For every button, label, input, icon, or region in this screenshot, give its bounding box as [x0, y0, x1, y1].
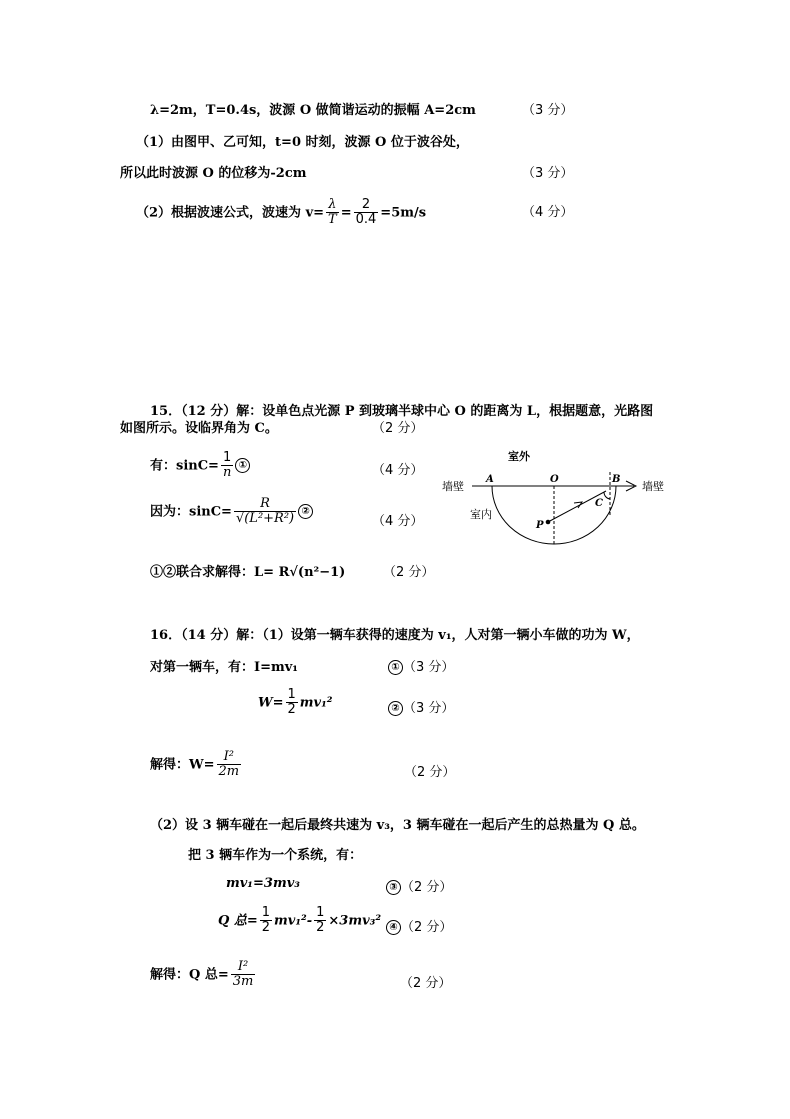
q16-result1	[150, 750, 243, 780]
eq-suffix: mv₁²	[299, 695, 333, 711]
fraction-r-over-root	[234, 497, 296, 527]
line-wave-speed	[136, 198, 426, 228]
q16-eq3: mv₁=3mv₃	[226, 876, 300, 891]
q16-result2	[150, 960, 257, 990]
q16-eq1: 对第一辆车，有：I=mv₁	[150, 660, 298, 675]
score-label: （2 分）	[372, 421, 424, 436]
equation-number-2: ②	[298, 504, 313, 519]
score-label: （2 分）	[400, 976, 452, 991]
label-b: B	[612, 474, 621, 485]
fraction-numerator: 2	[361, 197, 371, 212]
q16-eq2	[258, 688, 332, 718]
q15-eq3	[150, 561, 345, 580]
score-label: （2 分）	[383, 565, 435, 580]
fraction-numerator: R	[260, 496, 270, 511]
q16-system: 把 3 辆车作为一个系统，有：	[188, 848, 363, 863]
fraction-denominator: n	[222, 465, 232, 481]
fraction-numerator: I²	[223, 749, 234, 764]
label-o: O	[550, 474, 559, 485]
fraction-numerator: I²	[237, 959, 249, 974]
fraction-numerator: λ	[328, 197, 337, 212]
fraction-denominator: 0.4	[355, 212, 377, 228]
eq-prefix: 解得：Q 总=	[150, 967, 229, 983]
label-c: C	[595, 498, 603, 509]
fraction-numerator: 1	[261, 905, 271, 920]
score-label: （2 分）	[401, 880, 453, 895]
fraction-denominator: 2	[287, 702, 296, 718]
fraction-numerator: 1	[316, 905, 325, 920]
fraction-one-half	[314, 906, 326, 936]
fraction-two-over-point-four	[354, 198, 379, 228]
score-label: （2 分）	[404, 765, 456, 780]
score-label: （4 分）	[372, 514, 424, 529]
equation-number-2: ②	[388, 701, 403, 716]
score-label: （3 分）	[522, 166, 574, 181]
line-displacement: 所以此时波源 O 的位移为-2cm	[120, 166, 307, 181]
eq-result: 联合求解得：L= R√(n²−1)	[176, 565, 346, 580]
fraction-i2-over-2m	[217, 750, 242, 780]
label-inside: 室内	[470, 508, 492, 521]
score-label: （3 分）	[403, 660, 455, 675]
fraction-one-half	[260, 906, 272, 936]
eq-prefix: Q 总=	[218, 913, 258, 929]
q15-eq2	[150, 497, 313, 527]
fraction-denominator: 2	[261, 920, 271, 936]
q16-eq2-score	[388, 697, 454, 716]
hemisphere-arc	[492, 486, 616, 544]
q16-eq4-score	[386, 916, 452, 935]
eq-prefix: W=	[258, 695, 284, 711]
light-path-diagram	[438, 444, 678, 550]
line-wavelength-period: λ=2m，T=0.4s，波源 O 做简谐运动的振幅 A=2cm	[150, 103, 476, 118]
q16-eq1-score	[388, 656, 454, 675]
q16-part2: （2）设 3 辆车碰在一起后最终共速为 v₃，3 辆车碰在一起后产生的总热量为 Q 总。	[150, 818, 645, 833]
q16-intro: 16．（14 分）解：（1）设第一辆车获得的速度为 v₁，人对第一辆小车做的功为 W，	[150, 628, 640, 643]
label-a: A	[486, 474, 494, 485]
q15-intro-line1: 15．（12 分）解：设单色点光源 P 到玻璃半球中心 O 的距离为 L，根据题意，光路图	[150, 404, 654, 419]
fraction-one-half	[286, 688, 298, 718]
fraction-i2-over-3m	[231, 960, 256, 990]
q15-intro-line2: 如图所示。设临界角为 C。	[120, 421, 278, 436]
fraction-denominator: 2m	[218, 764, 240, 780]
fraction-denominator: T	[328, 212, 337, 228]
eq-prefix: 因为：sinC=	[150, 504, 232, 520]
fraction-one-over-n	[221, 451, 233, 481]
label-outside: 室外	[508, 450, 530, 463]
fraction-numerator: 1	[223, 450, 232, 465]
wave-speed-result: =5m/s	[380, 205, 427, 221]
equation-number-3: ③	[386, 880, 401, 895]
eq-middle: mv₁²-	[274, 913, 313, 929]
fraction-denominator: 2	[316, 920, 325, 936]
q16-eq4	[218, 906, 381, 936]
label-wall-left: 墙壁	[442, 480, 464, 493]
q16-eq3-score	[386, 876, 452, 895]
eq-prefix: 解得：W=	[150, 757, 215, 773]
equation-number-4: ④	[386, 920, 401, 935]
fraction-denominator: √(L²+R²)	[235, 511, 295, 527]
score-label: （3 分）	[403, 701, 455, 716]
line-part1: （1）由图甲、乙可知，t=0 时刻，波源 O 位于波谷处，	[136, 135, 469, 150]
label-wall-right: 墙壁	[642, 480, 664, 493]
score-label: （3 分）	[522, 103, 574, 118]
score-label: （4 分）	[522, 205, 574, 220]
score-label: （4 分）	[372, 463, 424, 478]
angle-c-arc	[604, 492, 610, 499]
label-p: P	[536, 520, 544, 531]
eq-suffix: ×3mv₃²	[328, 913, 382, 929]
equation-number-1: ①	[235, 458, 250, 473]
score-label: （2 分）	[401, 920, 453, 935]
fraction-lambda-over-t	[326, 198, 339, 228]
fraction-numerator: 1	[287, 687, 296, 702]
fraction-denominator: 3m	[232, 974, 254, 990]
point-p	[546, 520, 551, 525]
eq-prefix: 有：sinC=	[150, 458, 219, 474]
q15-eq1	[150, 451, 250, 481]
equation-number-marks: ①②	[150, 565, 177, 580]
equals-sign: =	[340, 205, 352, 221]
equation-number-1: ①	[388, 660, 403, 675]
wave-speed-prefix: （2）根据波速公式，波速为 v=	[136, 205, 325, 221]
